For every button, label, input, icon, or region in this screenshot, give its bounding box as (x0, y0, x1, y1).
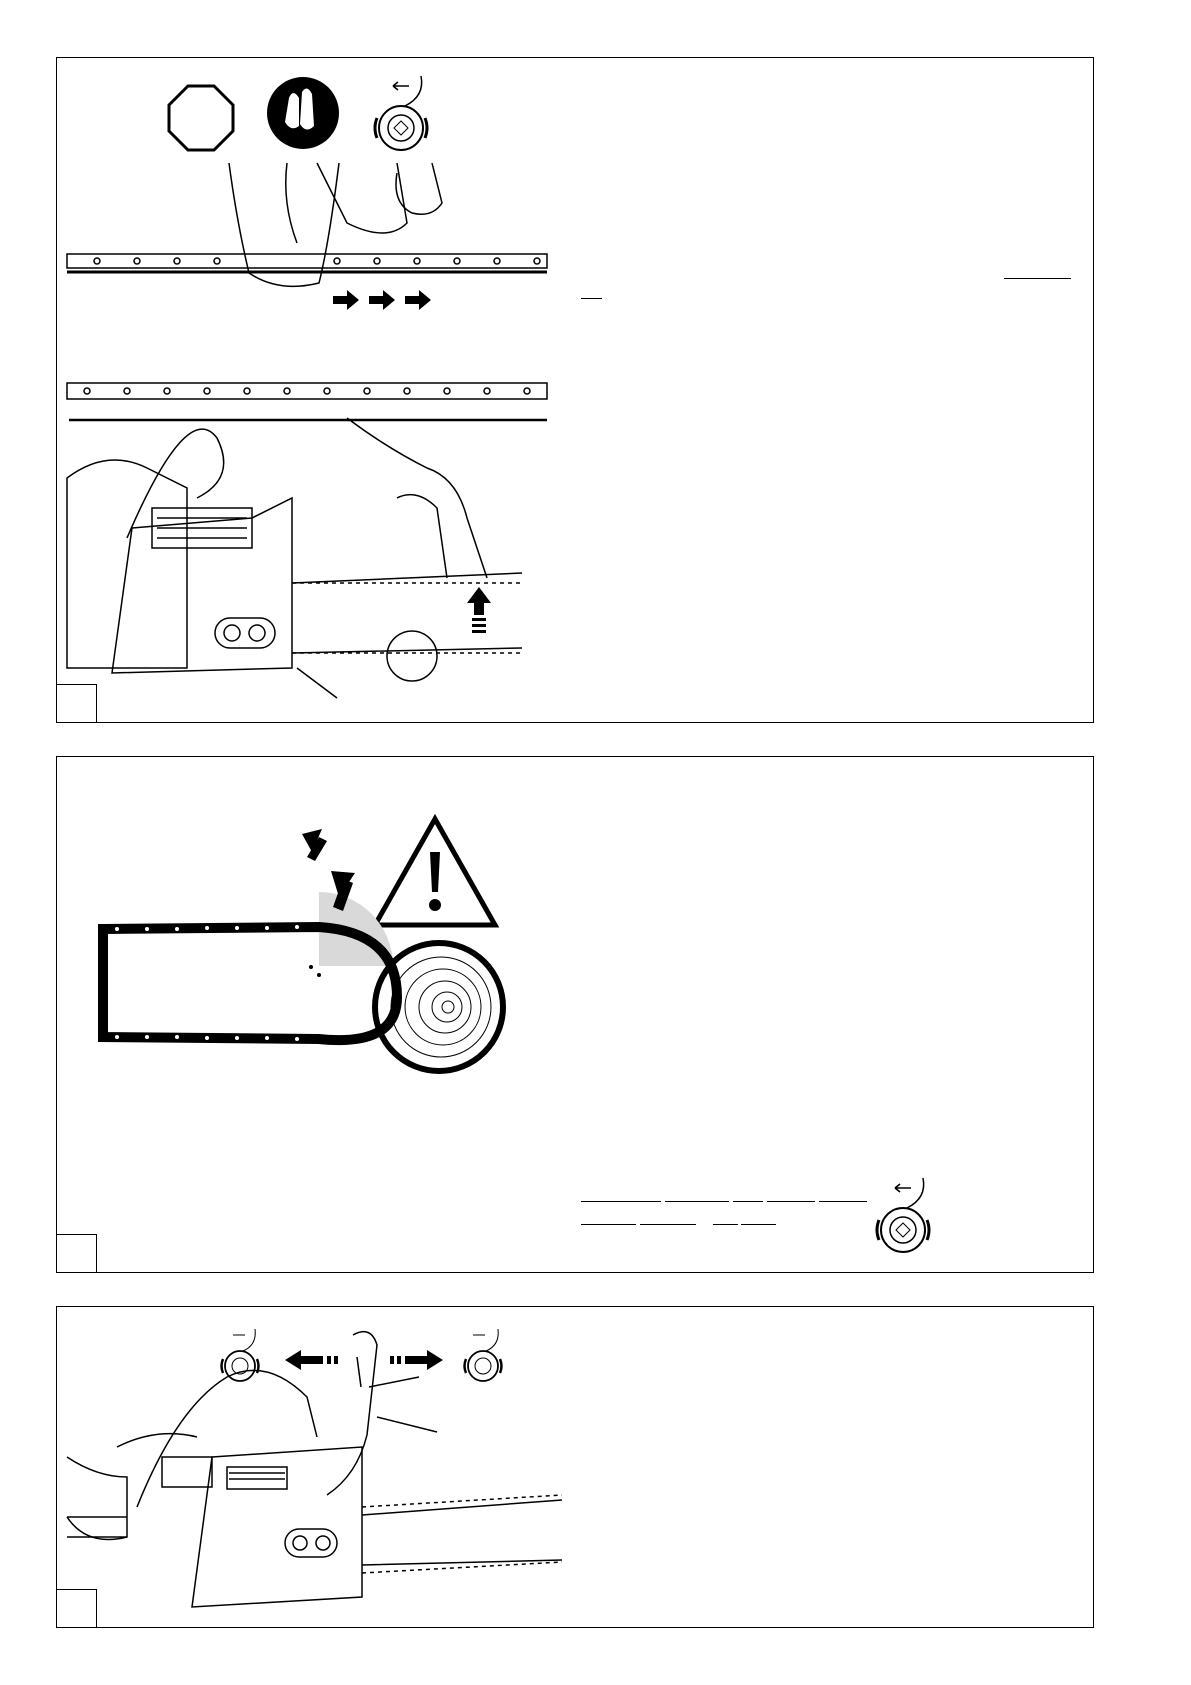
underlined-link-fragment (713, 1224, 738, 1225)
figure-number-box (57, 1234, 97, 1272)
kickback-illustration (57, 757, 1095, 1274)
direction-arrows-right (333, 290, 431, 310)
underlined-link-fragment (640, 1224, 696, 1225)
underlined-link-fragment (741, 1224, 776, 1225)
underlined-link-fragment (581, 1201, 661, 1202)
underlined-link-fragment (819, 1201, 867, 1202)
chainsaw-body (67, 418, 522, 698)
chain-upper (67, 254, 547, 272)
chain-brake-engaged-icon (375, 76, 427, 150)
figure-panel-kickback (56, 756, 1094, 1273)
chain-brake-illustration (57, 1307, 1095, 1629)
figure-panel-chain-brake (56, 1306, 1094, 1628)
underlined-link-fragment (767, 1201, 815, 1202)
warning-triangle-icon (375, 819, 495, 925)
chain-brake-engaged-icon (222, 1329, 259, 1381)
figure-number-box (57, 684, 97, 722)
chain-tension-illustration (57, 58, 1095, 724)
underlined-link-fragment (581, 298, 602, 299)
brake-direction-arrows (285, 1350, 443, 1370)
protective-gloves-icon (267, 77, 339, 149)
stop-octagon-icon (169, 86, 233, 150)
underlined-link-fragment (733, 1201, 763, 1202)
chain-brake-released-icon (465, 1329, 502, 1381)
underlined-link-fragment (1004, 278, 1071, 279)
chain-brake-engaged-icon (877, 1178, 929, 1252)
underlined-link-fragment (581, 1224, 636, 1225)
underlined-link-fragment (665, 1201, 729, 1202)
direction-arrow-up (467, 587, 491, 633)
chain-lower-strip (67, 383, 547, 420)
figure-panel-chain-tension (56, 57, 1094, 723)
figure-number-box (57, 1589, 97, 1627)
